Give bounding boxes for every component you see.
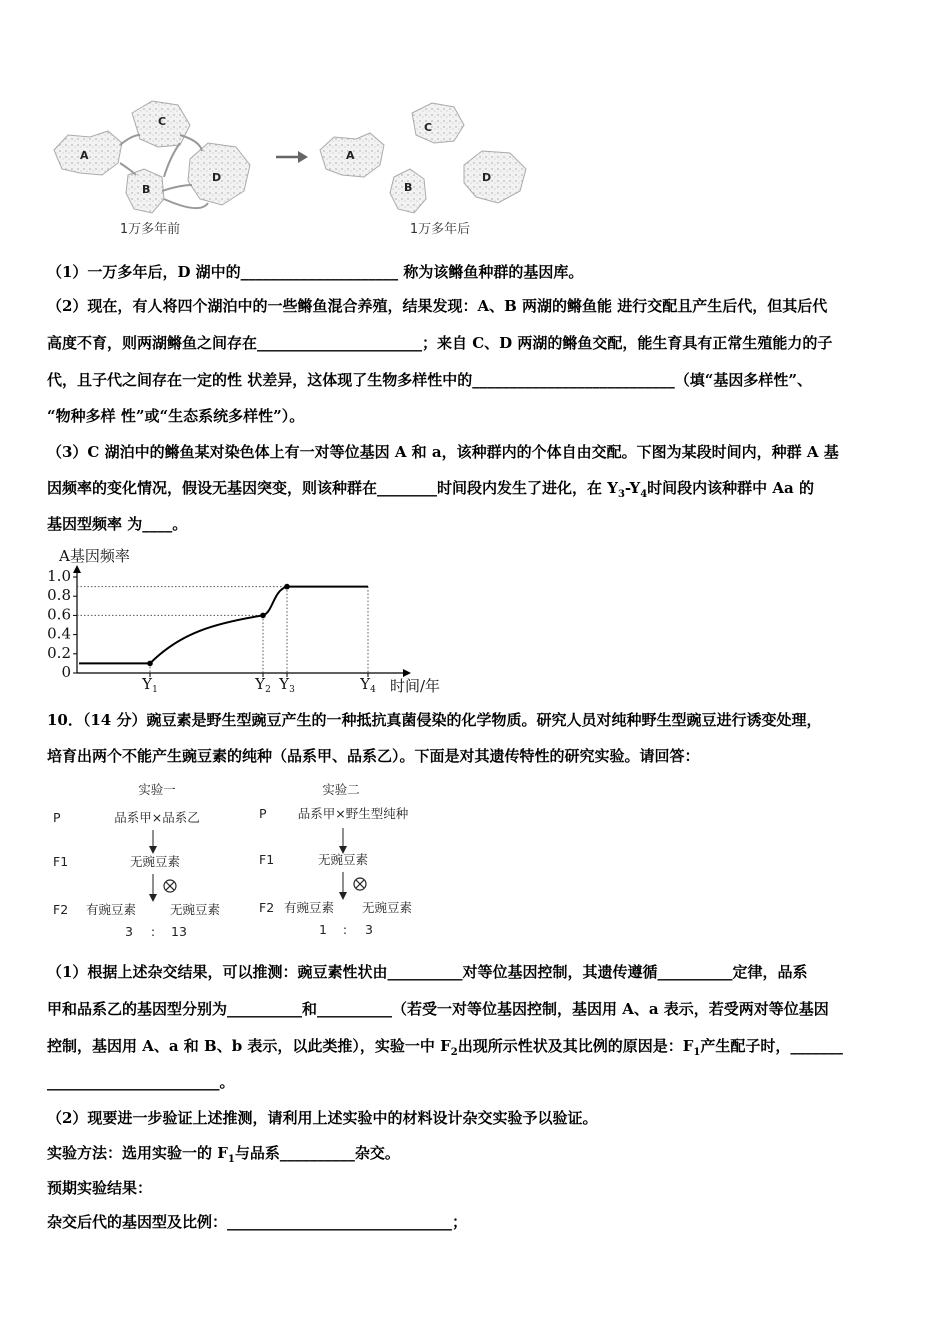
exp2-F2-label: F2 — [259, 900, 275, 915]
data-point — [284, 584, 290, 590]
exp1-P-label: P — [53, 810, 61, 825]
exp1-P: 品系甲×品系乙 — [114, 810, 200, 825]
q10-part1-line4: _______________________。 — [47, 1073, 235, 1091]
q10-part2-line1: （2）现要进一步验证上述推测，请利用上述实验中的材料设计杂交实验予以验证。 — [47, 1109, 598, 1127]
y-tick-label: 0.6 — [47, 605, 71, 624]
exp2-F2-left: 有豌豆素 — [283, 900, 335, 915]
y-tick-label: 1.0 — [47, 567, 71, 585]
y-axis-arrow — [73, 565, 81, 573]
data-point — [260, 613, 266, 619]
svg-text:A: A — [80, 149, 89, 162]
y-tick-label: 0 — [61, 663, 71, 681]
svg-text:C: C — [158, 115, 167, 128]
gene-frequency-chart — [45, 545, 465, 700]
experiment-1 — [53, 782, 220, 939]
exp1-ratio-right: 13 — [171, 924, 187, 939]
exp1-ratio-left: 3 — [125, 924, 133, 939]
q9-part2-line4: “物种多样 性”或“生态系统多样性”）。 — [47, 407, 305, 425]
exp1-title: 实验一 — [138, 782, 176, 797]
series-line — [79, 587, 368, 664]
q10-part1-line1: （1）根据上述杂交结果，可以推测：豌豆素性状由__________对等位基因控制，其遗传遵循__________定律，品系 — [47, 963, 808, 981]
x-tick-label: $Y_4$ — [360, 675, 376, 695]
experiment-diagrams — [45, 778, 445, 948]
x-tick-label: $Y_3$ — [279, 675, 295, 695]
exp2-ratio-left: 1 — [319, 922, 327, 937]
y-tick-label: 0.4 — [47, 624, 71, 643]
svg-text:B: B — [404, 181, 413, 194]
self-cross-icon — [164, 880, 176, 892]
exp2-ratio-sep: : — [342, 922, 348, 937]
q10-part1-line3: 控制，基因用 A、a 和 B、b 表示，以此类推），实验一中 $F_2$出现所示性状及其比例的原因是：$F_1$产生配子时，_______ — [47, 1037, 843, 1058]
x-tick-label: $Y_2$ — [255, 675, 271, 695]
exp2-title: 实验二 — [322, 782, 360, 797]
exp1-F1: 无豌豆素 — [129, 854, 181, 869]
q10-part2-line4: 杂交后代的基因型及比例：______________________________； — [47, 1213, 468, 1231]
lake-C-after — [412, 103, 464, 143]
exp1-F1-label: F1 — [53, 854, 69, 869]
svg-text:A: A — [346, 149, 355, 162]
exp2-F1: 无豌豆素 — [317, 852, 369, 867]
self-cross-icon — [354, 878, 366, 890]
exp2-P: 品系甲×野生型纯种 — [297, 806, 409, 821]
q9-part2-line2: 高度不育，则两湖鳉鱼之间存在______________________；来自 C、D 两湖的鳉鱼交配，能生育具有正常生殖能力的子 — [47, 334, 833, 352]
q9-part3-line1: （3）C 湖泊中的鳉鱼某对染色体上有一对等位基因 A 和 a，该种群内的个体自由交配。下图为某段时间内，种群 A 基 — [47, 443, 839, 461]
q10-line2: 培育出两个不能产生豌豆素的纯种（品系甲、品系乙）。下面是对其遗传特性的研究实验。请回答： — [47, 747, 700, 765]
chart-xlabel: 时间/年 — [390, 677, 441, 695]
q10-part2-line3: 预期实验结果： — [47, 1179, 153, 1197]
experiment-2 — [259, 782, 412, 937]
svg-text:B: B — [142, 183, 151, 196]
q9-part3-line3: 基因型频率 为____。 — [47, 515, 188, 533]
q10-line1: 10．（14 分）豌豆素是野生型豌豆产生的一种抵抗真菌侵染的化学物质。研究人员对纯种野生型豌豆进行诱变处理， — [47, 711, 822, 729]
lakes-after — [320, 103, 526, 237]
exp2-ratio-right: 3 — [365, 922, 373, 937]
lake-figure — [40, 95, 540, 245]
chart-ylabel: A基因频率 — [59, 547, 130, 565]
svg-text:D: D — [212, 171, 222, 184]
q10-part1-line2: 甲和品系乙的基因型分别为__________和__________（若受一对等位基因控制，基因用 A、a 表示，若受两对等位基因 — [47, 1000, 829, 1018]
arrow-icon — [276, 151, 308, 163]
exp1-F2-right: 无豌豆素 — [169, 902, 221, 917]
q9-part3-line2: 因频率的变化情况，假设无基因突变，则该种群在________时间段内发生了进化，在 $Y_3-Y_4$时间段内该种群中 Aa 的 — [47, 479, 814, 500]
exp1-F2-label: F2 — [53, 902, 69, 917]
svg-text:D: D — [482, 171, 492, 184]
before-label: 1万多年前 — [119, 222, 181, 237]
q9-part1: （1）一万多年后，D 湖中的_____________________ 称为该鳉鱼种群的基因库。 — [47, 263, 584, 281]
after-label: 1万多年后 — [409, 222, 471, 237]
exp1-F2-left: 有豌豆素 — [85, 902, 137, 917]
exp2-F1-label: F1 — [259, 852, 275, 867]
svg-text:C: C — [424, 121, 433, 134]
y-tick-label: 0.8 — [47, 586, 71, 605]
lake-D-after — [464, 151, 526, 203]
y-tick-label: 0.2 — [47, 643, 71, 662]
data-point — [147, 661, 153, 667]
q9-part2-line3: 代，且子代之间存在一定的性 状差异，这体现了生物多样性中的___________________________（填“基因多样性”、 — [47, 371, 812, 389]
exp2-F2-right: 无豌豆素 — [361, 900, 413, 915]
x-axis-arrow — [403, 669, 411, 677]
q10-part2-line2: 实验方法：选用实验一的 $F_1$与品系__________杂交。 — [47, 1144, 400, 1165]
q9-part2-line1: （2）现在，有人将四个湖泊中的一些鳉鱼混合养殖，结果发现：A、B 两湖的鳉鱼能 进行交配且产生后代，但其后代 — [47, 297, 828, 315]
exp1-ratio-sep: : — [150, 924, 156, 939]
x-tick-label: $Y_1$ — [142, 675, 158, 695]
exp2-P-label: P — [259, 806, 267, 821]
lakes-before — [54, 101, 250, 237]
